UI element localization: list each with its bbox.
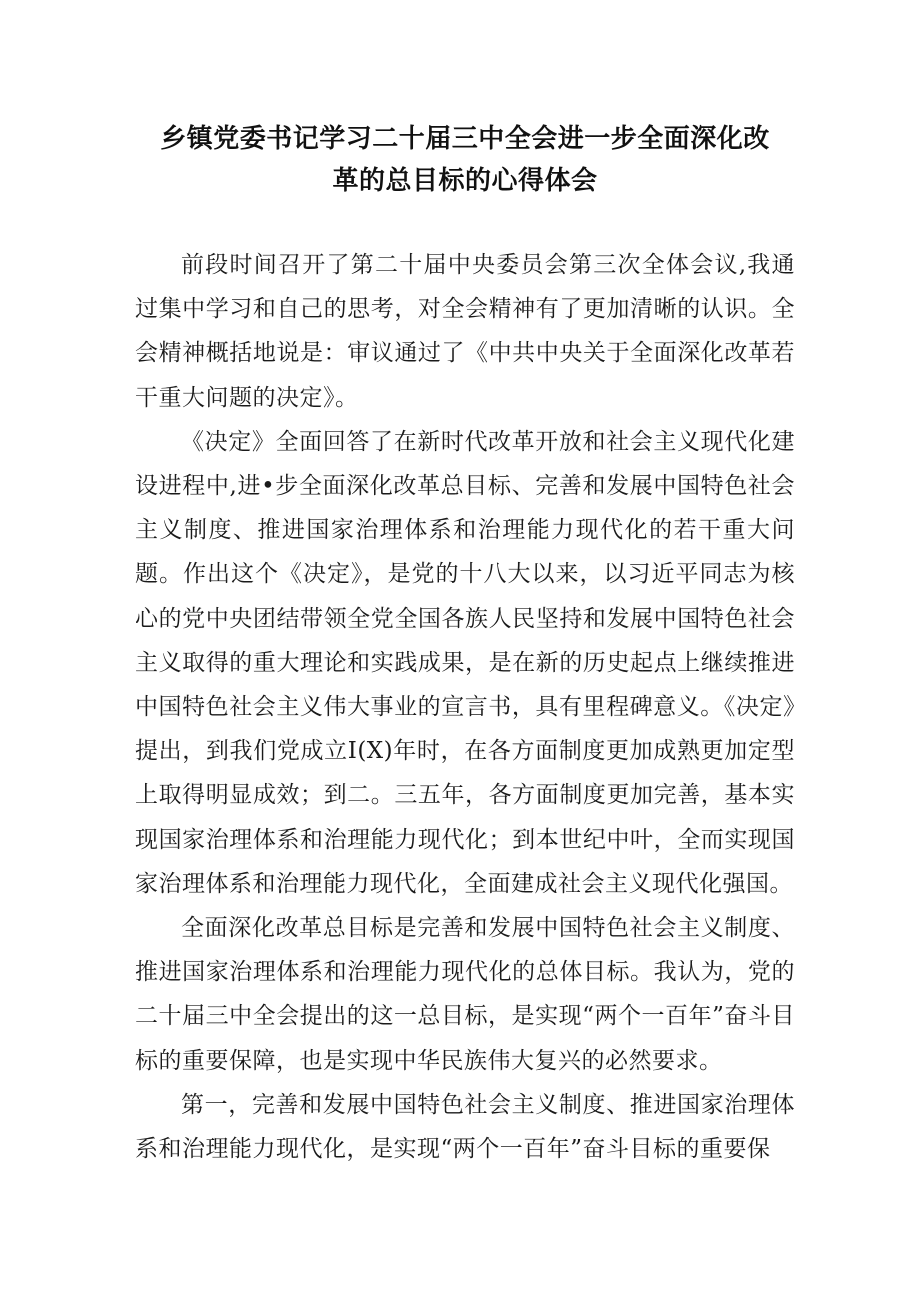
document-body [135, 243, 795, 1171]
document-title-line-2: 革的总目标的心得体会 [332, 166, 598, 196]
document-title-line-1: 乡镇党委书记学习二十届三中全会进一步全面深化改 [160, 124, 770, 154]
paragraph-3: 全面深化改革总目标是完善和发展中国特色社会主义制度、推进国家治理体系和治理能力现代化的总体目标。我认为，党的二十届三中全会提出的这一总目标，是实现“两个一百年”奋斗目标的重要保障，也是实现中华民族伟大复兴的必然要求。 [135, 915, 795, 1074]
paragraph-2: 《决定》全面回答了在新时代改革开放和社会主义现代化建设进程中,进•步全面深化改革总目标、完善和发展中国特色社会主义制度、推进国家治理体系和治理能力现代化的若干重大问题。作出这个《决定》，是党的十八大以来，以习近平同志为核心的党中央团结带领全党全国各族人民坚持和发展中国特色社会主义取得的重大理论和实践成果，是在新的历史起点上继续推进中国特色社会主义伟大事业的宣言书，具有里程碑意义。《决定》提出，到我们党成立I(X)年时，在各方面制度更加成熟更加定型上取得明显成效；到二。三五年，各方面制度更加完善，基本实现国家治理体系和治理能力现代化；到本世纪中叶，全而实现国家治理体系和治理能力现代化，全面建成社会主义现代化强国。 [135, 428, 795, 897]
paragraph-4: 第一，完善和发展中国特色社会主义制度、推进国家治理体系和治理能力现代化，是实现“两个一百年”奋斗目标的重要保 [135, 1091, 795, 1163]
paragraph-1: 前段时间召开了第二十届中央委员会第三次全体会议,我通过集中学习和自己的思考，对全会精神有了更加清晰的认识。全会精神概括地说是：审议通过了《中共中央关于全面深化改革若干重大问题的决定》。 [135, 252, 795, 411]
